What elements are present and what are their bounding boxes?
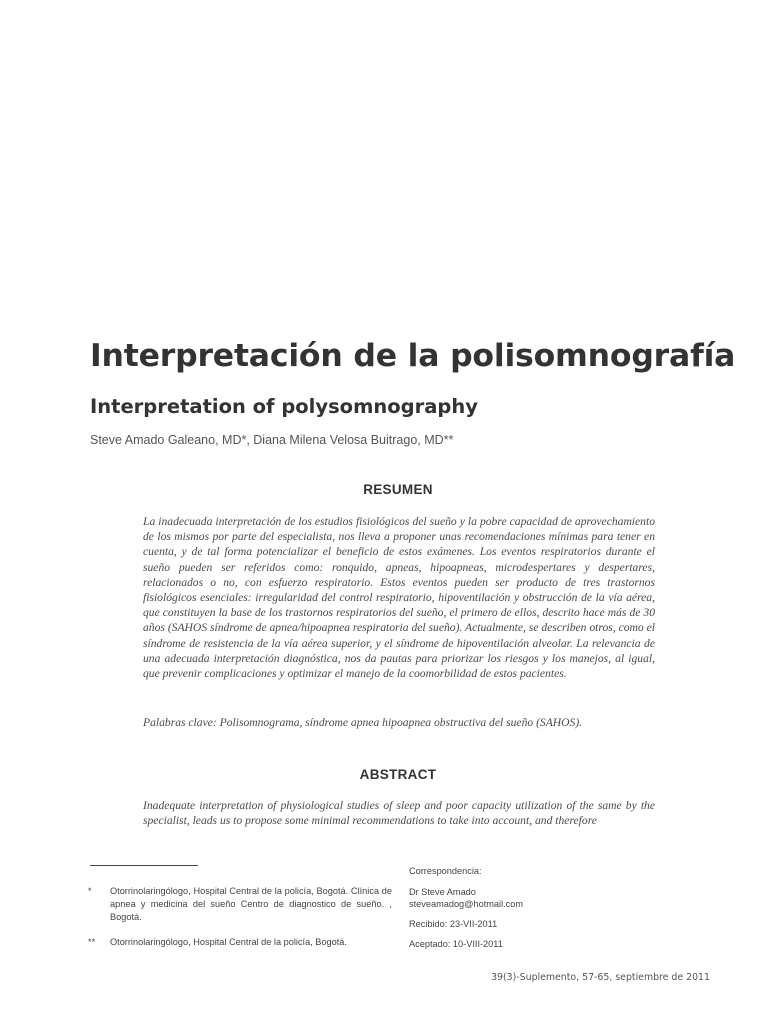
footnote-text: Otorrinolaringólogo, Hospital Central de la policía, Bogotá. Clínica de apnea y medicina del sueño Centro de diagnostico de sueño. , Bogotá. xyxy=(110,886,392,922)
author-line: Steve Amado Galeano, MD*, Diana Milena Velosa Buitrago, MD** xyxy=(90,433,454,447)
article-title-spanish: Interpretación de la polisomnografía xyxy=(90,338,736,374)
correspondence-label: Correspondencia: xyxy=(409,866,482,876)
journal-citation: 39(3)-Suplemento, 57-65, septiembre de 2011 xyxy=(491,972,710,983)
footnote-divider xyxy=(90,865,198,866)
accepted-date: Aceptado: 10-VIII-2011 xyxy=(409,939,503,949)
keywords-line: Palabras clave: Polisomnograma, síndrome apnea hipoapnea obstructiva del sueño (SAHOS). xyxy=(143,716,583,729)
abstract-body: Inadequate interpretation of physiological studies of sleep and poor capacity utilization of the same by the specialist, leads us to propose some minimal recommendations to take into account, and therefore xyxy=(143,799,655,828)
article-title-english: Interpretation of polysomnography xyxy=(90,395,478,418)
resumen-body: La inadecuada interpretación de los estudios fisiológicos del sueño y la pobre capacidad de aprovechamiento de los mismos por parte del especialista, nos lleva a proponer unas recomendaciones mínimas para tener en cuenta, y de tal forma potencializar el beneficio de estos exámenes. Los eventos respiratorios durante el sueño pueden ser referidos como: ronquido, apneas, hipoapneas, microdespertares y despertares, relacionados o no, con esfuerzo respiratorio. Estos eventos pueden ser producto de tres trastornos fisiológicos esenciales: irregularidad del control respiratorio, hipoventilación y obstrucción de la vía aérea, que constituyen la base de los trastornos respiratorios del sueño, el primero de ellos, descrito hace más de 30 años (SAHOS síndrome de apnea/hipoapnea respiratoria del sueño). Actualmente, se describen otros, como el síndrome de resistencia de la vía aérea superior, y el síndrome de hipoventilación alveolar. La relevancia de una adecuada interpretación diagnóstica, nos da pautas para priorizar los riesgos y los manejos, al igual, que prevenir complicaciones y optimizar el manejo de la coomorbilidad de estos pacientes. xyxy=(143,515,655,681)
received-date: Recibido: 23-VII-2011 xyxy=(409,919,498,929)
footnote-mark: ** xyxy=(88,937,96,947)
footnote-mark: * xyxy=(88,886,92,896)
abstract-heading: ABSTRACT xyxy=(359,767,437,782)
correspondence-email: steveamadog@hotmail.com xyxy=(409,899,524,909)
correspondence-name: Dr Steve Amado xyxy=(409,887,476,897)
resumen-heading: RESUMEN xyxy=(363,482,433,497)
footnote-text: Otorrinolaringólogo, Hospital Central de la policía, Bogotá. xyxy=(110,937,347,947)
